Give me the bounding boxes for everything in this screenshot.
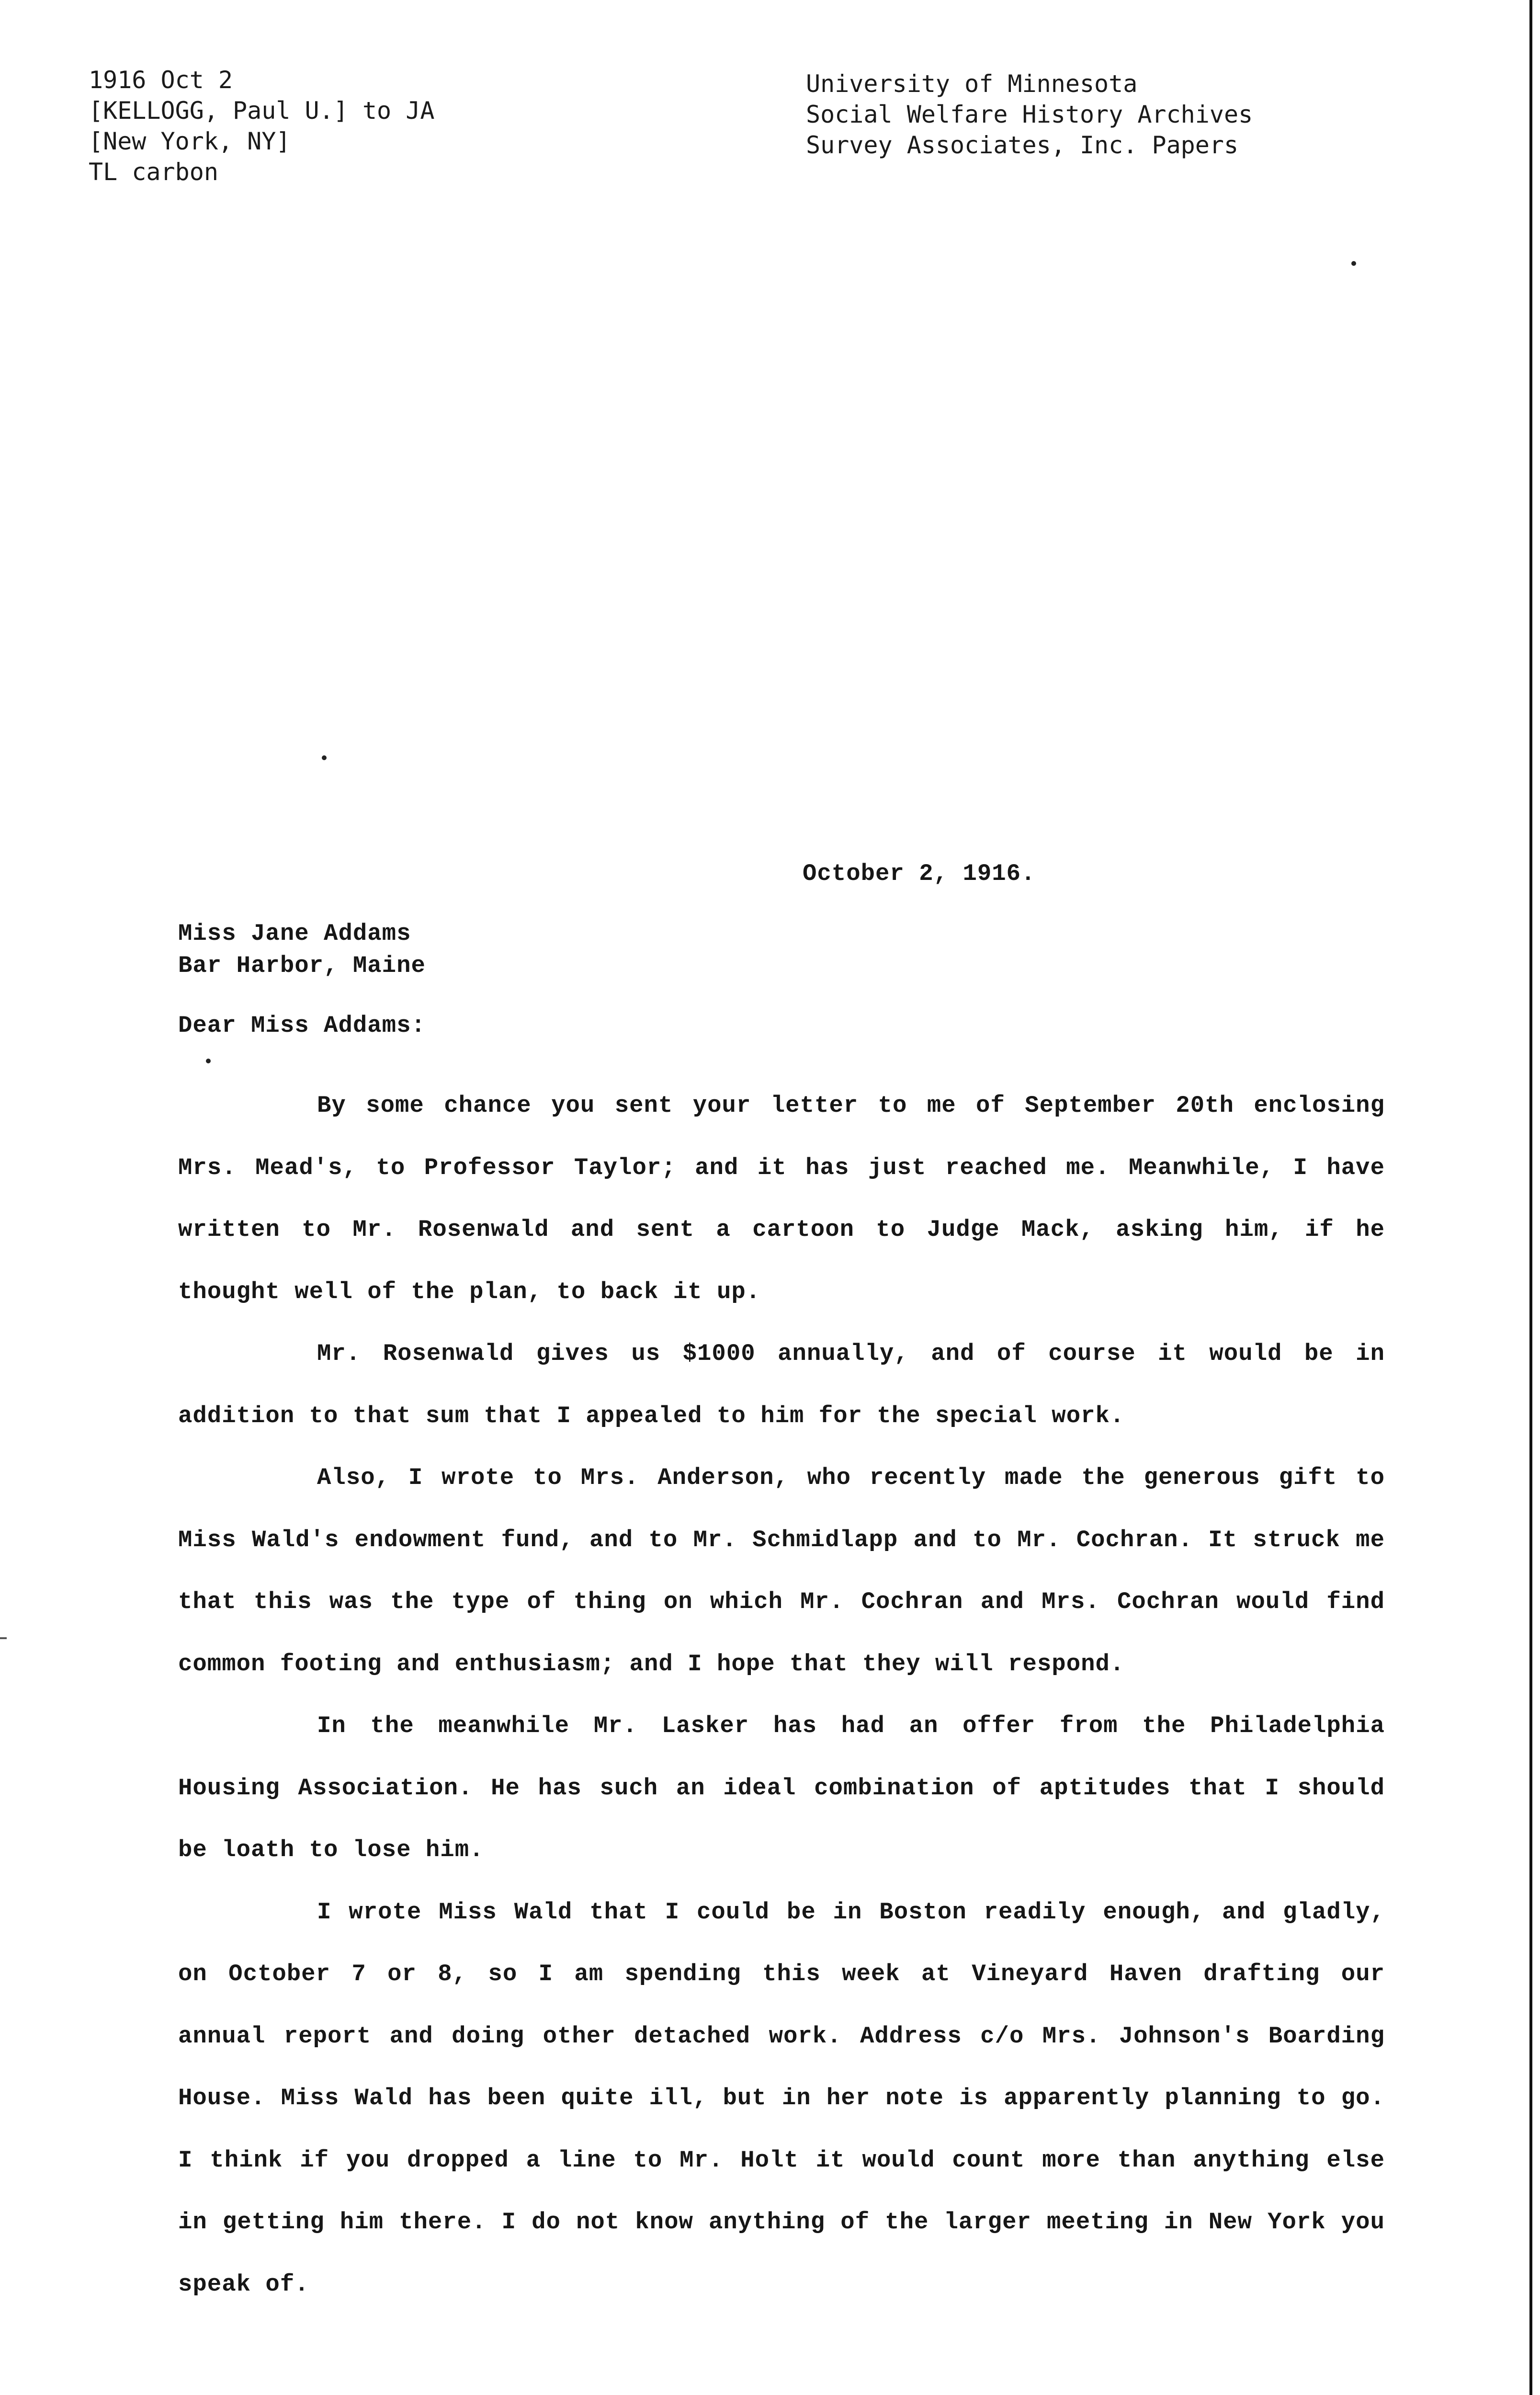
paper-speck	[1351, 261, 1356, 266]
body-paragraph: Also, I wrote to Mrs. Anderson, who recently made the generous gift to Miss Wald's endowment fund, and to Mr. Schmidlapp and to Mr. Cochran. It struck me that this was the type of thing on which Mr. Cochran and Mrs. Cochran would find common footing and enthusiasm; and I hope that they will respond.	[178, 1464, 1385, 1677]
body-paragraph: Mr. Rosenwald gives us $1000 annually, and of course it would be in addition to that sum that I appealed to him for the special work.	[178, 1340, 1385, 1429]
paper-speck	[206, 1059, 211, 1063]
margin-mark	[0, 1637, 7, 1639]
catalog-place: [New York, NY]	[89, 127, 291, 155]
letter-body	[178, 1075, 1385, 2315]
letter-date: October 2, 1916.	[803, 860, 1036, 887]
recipient-place: Bar Harbor, Maine	[178, 952, 426, 979]
catalog-date: 1916 Oct 2	[89, 66, 233, 94]
catalog-correspondents: [KELLOGG, Paul U.] to JA	[89, 97, 435, 125]
archive-papers: Survey Associates, Inc. Papers	[806, 131, 1239, 159]
recipient-block	[178, 918, 426, 982]
catalog-format: TL carbon	[89, 158, 218, 186]
catalog-header	[89, 65, 434, 187]
body-paragraph: I wrote Miss Wald that I could be in Boston readily enough, and gladly, on October 7 or 8, so I am spending this week at Vineyard Haven drafting our annual report and doing other detached work. Address c/o Mrs. Johnson's Boarding House. Miss Wald has been quite ill, but in her note is apparently planning to go. I think if you dropped a line to Mr. Holt it would count more than anything else in getting him there. I do not know anything of the larger meeting in New York you speak of.	[178, 1898, 1385, 2298]
archive-institution: University of Minnesota	[806, 70, 1138, 98]
paper-speck	[322, 755, 327, 760]
archive-header	[806, 68, 1253, 160]
salutation: Dear Miss Addams:	[178, 1012, 426, 1039]
body-paragraph: In the meanwhile Mr. Lasker has had an offer from the Philadelphia Housing Association. He has such an ideal combination of aptitudes that I should be loath to lose him.	[178, 1712, 1385, 1863]
body-paragraph: By some chance you sent your letter to me of September 20th enclosing Mrs. Mead's, to Professor Taylor; and it has just reached me. Meanwhile, I have written to Mr. Rosenwald and sent a cartoon to Judge Mack, asking him, if he thought well of the plan, to back it up.	[178, 1092, 1385, 1305]
archive-collection: Social Welfare History Archives	[806, 101, 1253, 128]
recipient-name: Miss Jane Addams	[178, 920, 411, 947]
